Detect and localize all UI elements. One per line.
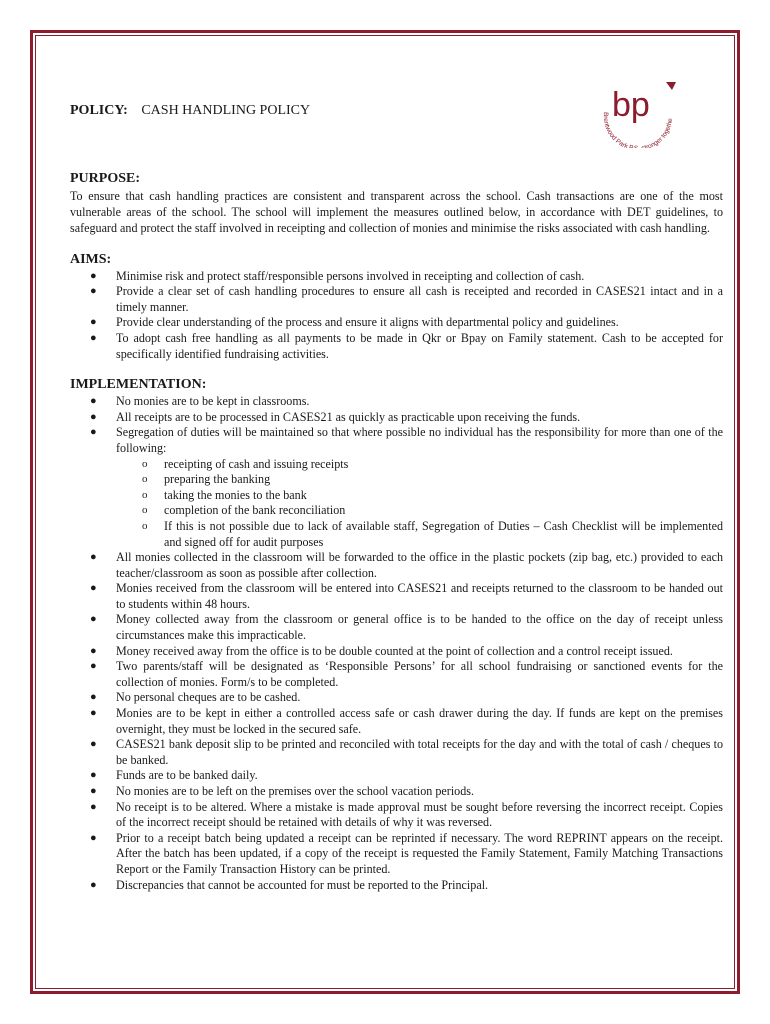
list-item: ● No monies are to be kept in classrooms. (90, 394, 310, 409)
aims-list (70, 269, 723, 363)
sub-list-item: o completion of the bank reconciliation (142, 503, 346, 518)
list-item: ● Prior to a receipt batch being updated a receipt can be reprinted if necessary. The word REPRINT appears on the receipt. After the batch has been updated, if a copy of the receipt is requested the Family Statement, Family Matching Transactions Report or the Family Transaction History can be printed. (90, 830, 723, 876)
sub-list (116, 457, 723, 551)
list-item: ● All receipts are to be processed in CASES21 as quickly as practicable upon receiving the funds. (90, 409, 581, 424)
sub-list-item: o taking the monies to the bank (142, 487, 307, 502)
policy-title-line (70, 100, 723, 122)
policy-label: POLICY: (70, 103, 128, 118)
list-item: ● Provide clear understanding of the process and ensure it aligns with departmental policy and guidelines. (90, 315, 619, 330)
list-item: ● No receipt is to be altered. Where a mistake is made approval must be sought before reversing the incorrect receipt. Copies of the incorrect receipt should be retained with details of why it was reversed. (90, 799, 723, 830)
list-item: ● Provide a clear set of cash handling procedures to ensure all cash is receipted and recorded in CASES21 intact and in a timely manner. (90, 284, 723, 314)
list-item: ● Funds are to be banked daily. (90, 768, 258, 783)
logo-text: Brentwood Park P tronger togethe (601, 111, 675, 148)
document-body (70, 100, 723, 893)
list-item: ● Monies are to be kept in either a controlled access safe or cash drawer during the day. If funds are kept on the premises overnight, they must be locked in the secured safe. (90, 706, 723, 736)
list-item: ● CASES21 bank deposit slip to be printed and reconciled with total receipts for the day and with the total of cash / cheques to be banked. (90, 737, 723, 767)
list-item: ● Segregation of duties will be maintained so that where possible no individual has the responsibility for more than one of the following: o receipting of cash and issuing receipts o preparing the banking o taking the monies to the bank o completion of the bank reconciliation o If this is not possible due to lack of available staff, Segregation of Duties – Cash Checklist will be implemented and signed off for audit purposes (90, 425, 723, 549)
list-item: ● No monies are to be left on the premises over the school vacation periods. (90, 784, 475, 799)
aims-heading: AIMS: (70, 251, 112, 267)
list-item: ● Money received away from the office is to be double counted at the point of collection and a control receipt issued. (90, 643, 673, 658)
sub-list-item: o If this is not possible due to lack of available staff, Segregation of Duties – Cash Checklist will be implemented and signed off for audit purposes (142, 518, 723, 549)
list-item: ● Money collected away from the classroom or general office is to be handed to the office on the day of receipt unless circumstances make this impracticable. (90, 612, 723, 643)
list-item: ● All monies collected in the classroom will be forwarded to the office in the plastic pockets (zip bag, etc.) provided to each teacher/classroom as soon as possible after collection. (90, 550, 723, 580)
purpose-heading: PURPOSE: (70, 171, 140, 186)
implementation-heading: IMPLEMENTATION: (70, 377, 207, 393)
policy-title: CASH HANDLING POLICY (141, 103, 311, 118)
implementation-list (70, 394, 723, 893)
logo-letters: bp (612, 86, 650, 124)
list-item: ● Two parents/staff will be designated as ‘Responsible Persons’ for all school fundraising or sanctioned events for the collection of monies. Form/s to be completed. (90, 659, 723, 689)
purpose-text: To ensure that cash handling practices are consistent and transparent across the school. Cash transactions are one of the most vulnerable areas of the school. The school will implement the measures outlined below, in accordance with DET guidelines, to safeguard and protect the staff involved in receipting and collection of monies and minimise the risks associated with cash handling. (70, 189, 723, 236)
list-item: ● Monies received from the classroom will be entered into CASES21 and receipts returned to the classroom to be handed out to students within 48 hours. (90, 581, 723, 611)
sub-list-item: o preparing the banking (142, 472, 271, 487)
list-item: ● Discrepancies that cannot be accounted for must be reported to the Principal. (90, 877, 489, 892)
list-item: ● Minimise risk and protect staff/responsible persons involved in receipting and collection of cash. (90, 268, 585, 283)
list-item: ● To adopt cash free handling as all payments to be made in Qkr or Bpay on Family statement. Cash to be accepted for specifically identified fundraising activities. (90, 330, 723, 361)
list-item: ● No personal cheques are to be cashed. (90, 690, 301, 705)
sub-list-item: o receipting of cash and issuing receipts (142, 456, 349, 471)
